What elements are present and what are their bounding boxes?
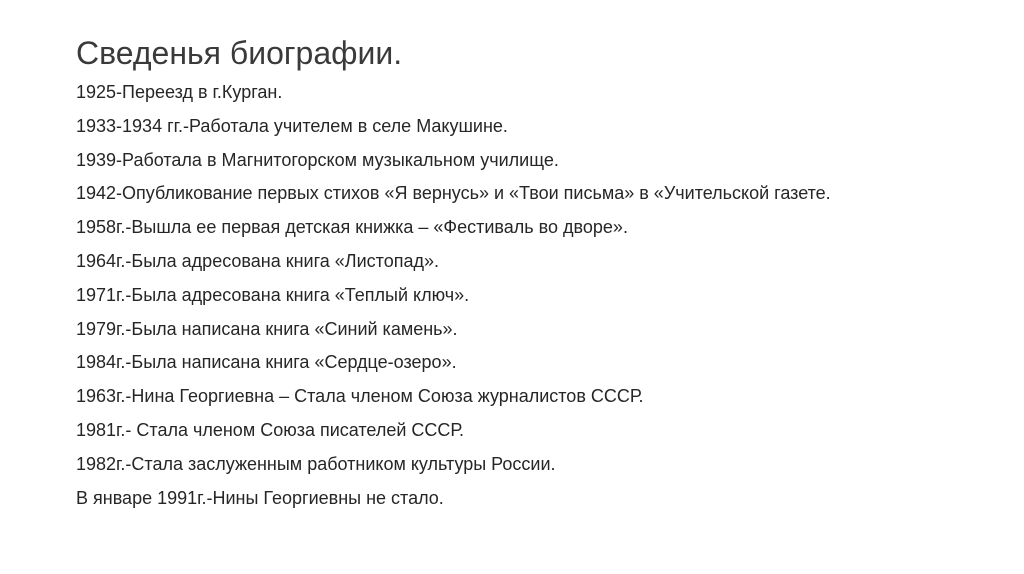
biography-line-11: 1981г.- Стала членом Союза писателей СССР. [76,419,465,440]
biography-line-10: 1963г.-Нина Георгиевна – Стала членом Союза журналистов СССР. [76,386,644,407]
biography-line-4: 1942-Опубликование первых стихов «Я вернусь» и «Твои письма» в «Учительской газете. [76,183,831,204]
biography-line-5: 1958г.-Вышла ее первая детская книжка – «Фестиваль во дворе». [76,217,628,238]
biography-line-12: 1982г.-Стала заслуженным работником культуры России. [76,453,556,474]
biography-line-2: 1933-1934 гг.-Работала учителем в селе Макушине. [76,115,508,136]
biography-line-8: 1979г.-Была написана книга «Синий камень». [76,318,458,339]
biography-line-9: 1984г.-Была написана книга «Сердце-озеро». [76,352,457,373]
biography-line-1: 1925-Переезд в г.Курган. [76,82,283,102]
biography-line-6: 1964г.-Была адресована книга «Листопад». [76,250,439,271]
biography-line-7: 1971г.-Была адресована книга «Теплый ключ». [76,284,470,305]
slide-title: Сведенья биографии. [76,35,403,71]
biography-line-3: 1939-Работала в Магнитогорском музыкальном училище. [76,149,559,170]
biography-list [76,76,831,515]
biography-line-13: В январе 1991г.-Нины Георгиевны не стало. [76,487,444,508]
